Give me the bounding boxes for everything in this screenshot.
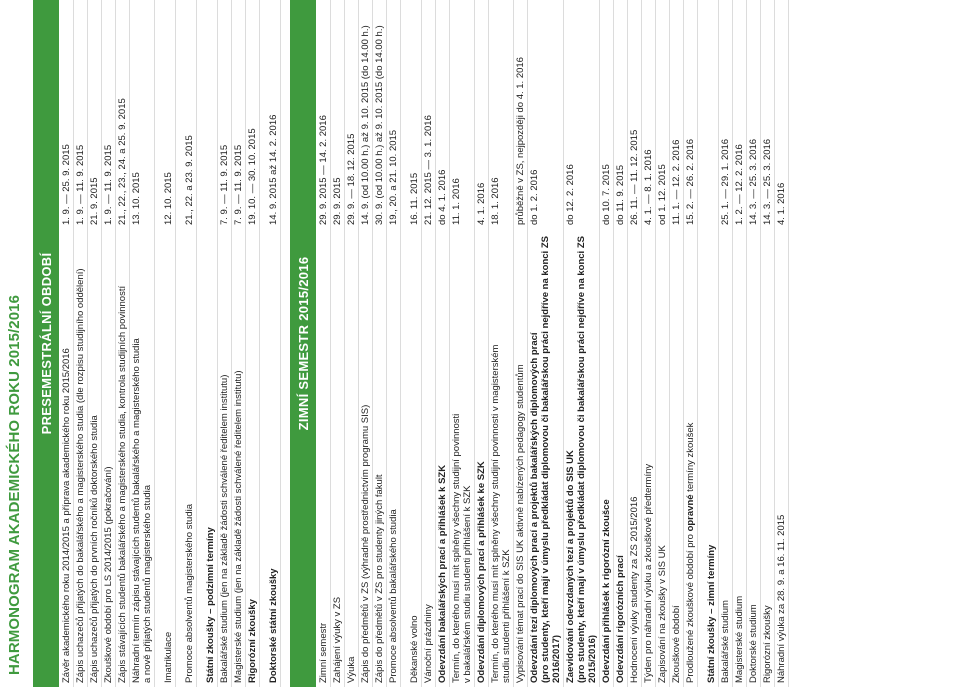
- row-label: [529, 225, 562, 683]
- row-label-line-2: v bakalářském studiu studenti přihlášení k SZK: [462, 485, 473, 683]
- row-label: [103, 225, 114, 683]
- row-label: [515, 225, 526, 683]
- schedule-row: [373, 0, 387, 687]
- schedule-row: [761, 0, 775, 687]
- schedule-row: [218, 0, 232, 687]
- row-label-line: Zimní semestr: [318, 622, 329, 683]
- row-label: [437, 225, 448, 683]
- schedule-row: [102, 0, 116, 687]
- row-date: 1. 9. — 11. 9. 2015: [75, 144, 86, 225]
- row-label: [748, 225, 759, 683]
- schedule-row: [564, 0, 600, 687]
- section-heading-presemester: PRESEMESTRÁLNÍ OBDOBÍ: [33, 0, 59, 687]
- row-label-line: Promoce absolventů magisterského studia: [184, 503, 195, 683]
- row-date: 21., 22. a 23. 9. 2015: [184, 135, 195, 225]
- row-date: 1. 9. — 11. 9. 2015: [103, 144, 114, 225]
- row-date: [205, 4, 216, 225]
- row-label-line: Zahájení výuky v ZS: [332, 596, 343, 683]
- row-label: [247, 225, 258, 683]
- schedule-row: [74, 0, 88, 687]
- row-label-line: Odevzdání diplomových prací a přihlášek ke SZK: [476, 461, 487, 683]
- schedule-row: [705, 0, 719, 687]
- schedule-row: [408, 0, 422, 687]
- schedule-row: [670, 0, 684, 687]
- schedule-row: [733, 0, 747, 687]
- row-label-line: Rigorózní zkoušky: [762, 605, 773, 683]
- row-label: [685, 225, 696, 683]
- winter-rows: [317, 0, 789, 687]
- row-date: 4. 1. — 8. 1. 2016: [643, 149, 654, 225]
- schedule-row: [331, 0, 345, 687]
- row-label-line: Promoce absolventů bakalářského studia: [388, 509, 399, 683]
- row-label-line: Zápis uchazečů přijatých do prvních ročníků doktorského studia: [89, 415, 100, 683]
- row-label: [388, 225, 399, 683]
- row-label-line: Zápis uchazečů přijatých do bakalářského a magisterského studia (dle rozpisu studijního oddělení): [75, 268, 86, 683]
- row-label: [643, 225, 654, 683]
- row-date: 26. 11. — 11. 12. 2015: [629, 129, 640, 225]
- schedule-row: [642, 0, 656, 687]
- row-label: [318, 225, 329, 683]
- row-label: [671, 225, 682, 683]
- row-date: 13. 10. 2015: [131, 172, 142, 225]
- row-label-line: Zápis do předmětů v ZS (výhradně prostřednictvím programu SIS): [360, 404, 371, 683]
- row-label-line: Vánoční prázdniny: [423, 604, 434, 683]
- schedule-row: [436, 0, 450, 687]
- row-label: [657, 225, 668, 683]
- row-label: [615, 225, 626, 683]
- schedule-row: [528, 0, 564, 687]
- row-label: [233, 225, 244, 683]
- row-date: do 4. 1. 2016: [437, 169, 448, 225]
- row-label: [490, 225, 512, 683]
- row-label-line: Děkanské volno: [409, 615, 420, 683]
- row-date: 19. 10. — 30. 10. 2015: [247, 128, 258, 225]
- row-label-line: Týden pro náhradní výuku a zkouškové předtermíny: [643, 463, 654, 683]
- row-label: [734, 225, 745, 683]
- row-label: [61, 225, 72, 683]
- row-date: 25. 1. — 29. 1. 2016: [720, 138, 731, 225]
- schedule-row: [60, 0, 74, 687]
- row-label: [720, 225, 731, 683]
- row-label-line: Magisterské studium (jen na základě žádosti schválené ředitelem institutu): [233, 370, 244, 683]
- presemester-rows: [60, 0, 281, 687]
- row-label: [184, 225, 195, 683]
- row-date: do 1. 2. 2016: [529, 169, 540, 225]
- row-label: [268, 225, 279, 683]
- row-label-line: Náhradní výuka za 28. 9. a 16. 11. 2015: [776, 514, 787, 683]
- row-label-line: Odevzdání bakalářských prací a přihlášek k SZK: [437, 464, 448, 683]
- row-date: do 11. 9. 2015: [615, 164, 626, 225]
- row-label: [163, 225, 174, 683]
- row-date: 14. 3. — 25. 3. 2016: [762, 138, 773, 225]
- schedule-row: [130, 0, 155, 687]
- schedule-row: [614, 0, 628, 687]
- row-label-line: Závěr akademického roku 2014/2015 a příprava akademického roku 2015/2016: [61, 348, 72, 683]
- row-label-line: Státní zkoušky – podzimní termíny: [205, 527, 216, 683]
- row-label-line: Výuka: [346, 656, 357, 683]
- row-date: 30. 9. (od 10.00 h.) až 9. 10. 2015 (do 14.00 h.): [374, 25, 385, 225]
- row-label-line: Odevzdání rigorózních prací: [615, 555, 626, 683]
- row-date: do 12. 2. 2016: [565, 164, 576, 225]
- row-date: 12. 10. 2015: [163, 172, 174, 225]
- row-label-line: Zápis stávajících studentů bakalářského a magisterského studia, kontrola studijních povinností: [117, 285, 128, 683]
- row-label-line: Imatrikulace: [163, 631, 174, 683]
- row-date: 14. 3. — 25. 3. 2016: [748, 138, 759, 225]
- schedule-row: [656, 0, 670, 687]
- row-date: 21., 22., 23., 24. a 25. 9. 2015: [117, 98, 128, 225]
- section-heading-winter: ZIMNÍ SEMESTR 2015/2016: [290, 0, 316, 687]
- row-label-line: Hodnocení výuky studenty za ZS 2015/2016: [629, 496, 640, 683]
- row-label-line: Termín, do kterého musí mít splněny všechny studijní povinnosti: [451, 413, 462, 683]
- row-date: 14. 9. 2015 až 14. 2. 2016: [268, 114, 279, 225]
- row-label: [601, 225, 612, 683]
- row-date: od 1. 12. 2015: [657, 164, 668, 225]
- schedule-row: [422, 0, 436, 687]
- schedule-row: [600, 0, 614, 687]
- row-label: [117, 225, 128, 683]
- row-date: 29. 9. 2015: [332, 177, 343, 225]
- row-label: [423, 225, 434, 683]
- row-date: 4. 1. 2016: [476, 182, 487, 225]
- schedule-row: [628, 0, 642, 687]
- schedule-row: [345, 0, 359, 687]
- row-label-line: Doktorské studium: [748, 604, 759, 683]
- row-date: 15. 2. — 26. 2. 2016: [685, 138, 696, 225]
- schedule-row: [475, 0, 489, 687]
- row-date: 18. 1. 2016: [490, 177, 501, 225]
- row-date: 11. 1. — 12. 2. 2016: [671, 139, 682, 225]
- row-label-line: Termín, do kterého musí mít splněny všechny studijní povinnosti v magisterském: [490, 344, 501, 683]
- row-date: 21. 9. 2015: [89, 177, 100, 225]
- schedule-row: [719, 0, 733, 687]
- row-label-line: Rigorózní zkoušky: [247, 599, 258, 683]
- row-label-line-2: (pro studenty, kteří mají v úmyslu předkládat diplomovou či bakalářskou práci nejdříve na konci ZS 2016/2017): [540, 236, 562, 683]
- schedule-row: [267, 0, 281, 687]
- row-date: 11. 1. 2016: [451, 178, 462, 225]
- schedule-row: [183, 0, 197, 687]
- row-label-line: Doktorské státní zkoušky: [268, 568, 279, 683]
- row-label-line: Zapisování na zkoušky v SIS UK: [657, 545, 668, 683]
- schedule-row: [317, 0, 331, 687]
- schedule-row: [514, 0, 528, 687]
- row-label: [409, 225, 420, 683]
- row-label: [75, 225, 86, 683]
- schedule-row: [387, 0, 401, 687]
- row-date: do 10. 7. 2015: [601, 164, 612, 225]
- row-label-line: Magisterské studium: [734, 595, 745, 683]
- row-label: [346, 225, 357, 683]
- row-label: [706, 225, 717, 683]
- schedule-row: [775, 0, 789, 687]
- row-date: 19., 20. a 21. 10. 2015: [388, 129, 399, 225]
- schedule-row: [204, 0, 218, 687]
- schedule-row: [116, 0, 130, 687]
- row-label-line: Zaevidování odevzdaných tezí a projektů do SIS UK: [565, 450, 576, 683]
- row-label-line: Bakalářské studium (jen na základě žádosti schválené ředitelem institutu): [219, 374, 230, 683]
- row-label: [205, 225, 216, 683]
- row-date: průběžně v ZS, nejpozději do 4. 1. 2016: [515, 57, 526, 225]
- row-label-line-2: (pro studenty, kteří mají v úmyslu předkládat diplomovou či bakalářskou práci nejdříve na konci ZS 2015/2016): [576, 236, 598, 683]
- row-label: [360, 225, 371, 683]
- row-label-line: Náhradní termín zápisu stávajících studentů bakalářského a magisterského studia: [131, 338, 142, 683]
- row-label: [332, 225, 343, 683]
- row-date: 21. 12. 2015 — 3. 1. 2016: [423, 115, 434, 225]
- row-date: 4. 1. 2016: [776, 182, 787, 225]
- row-label: [374, 225, 385, 683]
- page-title: HARMONOGRAM AKADEMICKÉHO ROKU 2015/2016: [6, 294, 23, 675]
- schedule-row: [489, 0, 514, 687]
- row-label-line: Zkouškové období: [671, 605, 682, 683]
- row-label: [776, 225, 787, 683]
- row-date: 7. 9. — 11. 9. 2015: [233, 144, 244, 225]
- row-label-line-2: studiu studenti přihlášení k SZK: [501, 549, 512, 683]
- schedule-row: [359, 0, 373, 687]
- row-label-line: Bakalářské studium: [720, 600, 731, 683]
- row-label-line: Zápis do předmětů v ZS pro studenty jiných fakult: [374, 474, 385, 683]
- row-label-line: Odevzdání přihlášek k rigorózní zkoušce: [601, 499, 612, 683]
- row-date: 1. 9. — 25. 9. 2015: [61, 144, 72, 225]
- schedule-row: [747, 0, 761, 687]
- row-date: 7. 9. — 11. 9. 2015: [219, 144, 230, 225]
- row-date: 1. 2. — 12. 2. 2016: [734, 144, 745, 225]
- row-date: 29. 9. 2015 — 14. 2. 2016: [318, 115, 329, 225]
- row-label: [451, 225, 473, 683]
- row-date: 16. 11. 2015: [409, 172, 420, 225]
- row-label: [565, 225, 598, 683]
- row-date: [706, 4, 717, 225]
- row-label-line: Odevzdání tezí diplomových prací a projektů bakalářských diplomových prací: [529, 332, 540, 683]
- schedule-row: [246, 0, 260, 687]
- row-label: [629, 225, 640, 683]
- schedule-row: [684, 0, 698, 687]
- row-date: 29. 9. — 18. 12. 2015: [346, 133, 357, 225]
- row-label: [476, 225, 487, 683]
- row-label-line-2: a nově přijatých studentů magisterského studia: [142, 484, 153, 683]
- row-label-line: Prodloužené zkouškové období pro opravné termíny zkoušek: [685, 422, 696, 683]
- row-label: [219, 225, 230, 683]
- row-label: [762, 225, 773, 683]
- schedule-row: [88, 0, 102, 687]
- schedule-row: [450, 0, 475, 687]
- row-label-line: Zkouškové období pro LS 2014/2015 (pokračování): [103, 466, 114, 683]
- row-date: 14. 9. (od 10.00 h.) až 9. 10. 2015 (do 14.00 h.): [360, 25, 371, 225]
- row-label: [89, 225, 100, 683]
- row-label-line: Státní zkoušky – zimní termíny: [706, 544, 717, 683]
- schedule-row: [162, 0, 176, 687]
- schedule-row: [232, 0, 246, 687]
- row-label: [131, 225, 153, 683]
- row-label-line: Vypisování témat prací do SIS UK aktivně nabízených pedagogy studentům: [515, 364, 526, 683]
